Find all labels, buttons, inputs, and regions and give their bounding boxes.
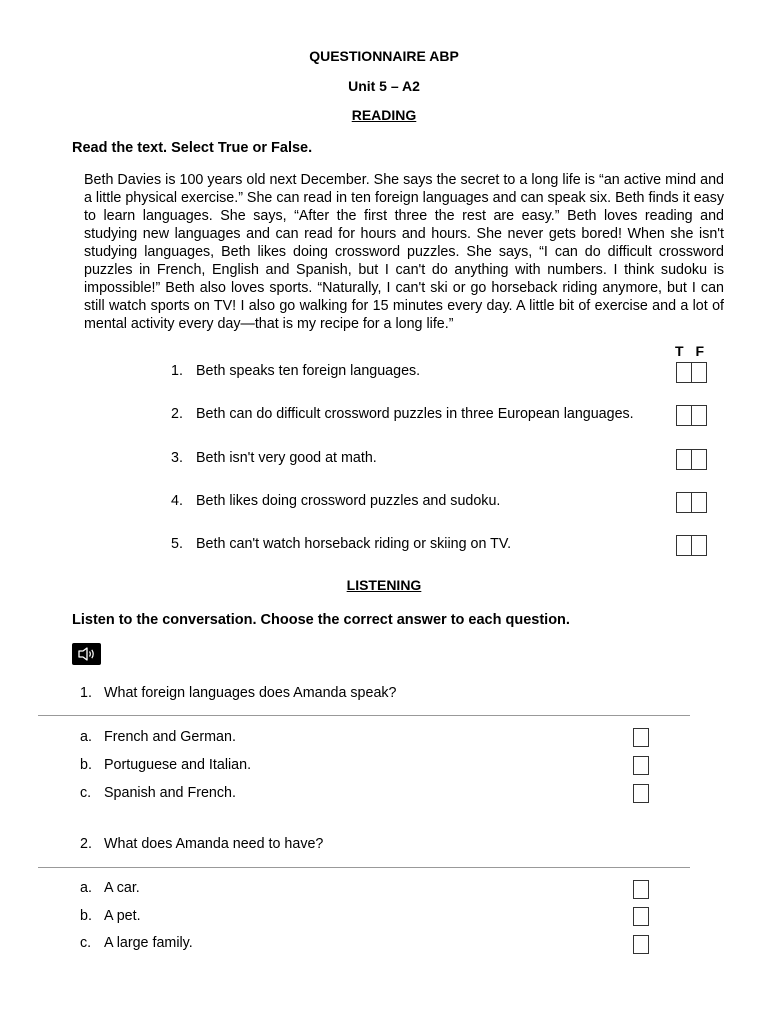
- answer-checkbox[interactable]: [633, 880, 649, 899]
- answer-checkbox[interactable]: [633, 756, 649, 775]
- question-number: 1.: [80, 685, 92, 701]
- true-checkbox[interactable]: [676, 535, 692, 556]
- listening-question: [80, 836, 323, 852]
- answer-option: [80, 935, 193, 951]
- option-letter: c.: [80, 935, 92, 951]
- speaker-icon: [77, 646, 97, 662]
- true-checkbox[interactable]: [676, 449, 692, 470]
- false-checkbox[interactable]: [691, 535, 707, 556]
- true-false-checkboxes: [676, 492, 708, 513]
- statement-text: Beth can do difficult crossword puzzles in three European languages.: [196, 406, 634, 422]
- option-text: French and German.: [104, 729, 236, 745]
- audio-play-button[interactable]: [72, 643, 101, 665]
- statement-item: [171, 493, 500, 509]
- option-text: Spanish and French.: [104, 785, 236, 801]
- true-checkbox[interactable]: [676, 405, 692, 426]
- document-title: QUESTIONNAIRE ABP: [309, 48, 459, 64]
- statement-item: [171, 536, 511, 552]
- question-text: What does Amanda need to have?: [104, 836, 324, 852]
- answer-option: [80, 729, 236, 745]
- false-checkbox[interactable]: [691, 492, 707, 513]
- answer-checkbox[interactable]: [633, 728, 649, 747]
- reading-instruction: Read the text. Select True or False.: [72, 140, 313, 156]
- listening-question: [80, 685, 397, 701]
- divider: [38, 715, 690, 716]
- option-text: Portuguese and Italian.: [104, 757, 252, 773]
- statement-number: 4.: [171, 493, 183, 509]
- reading-passage: Beth Davies is 100 years old next December. She says the secret to a long life is “an active mind and a little physical exercise.” She can read in ten foreign languages and can speak six. Beth finds it easy to learn languages. She says, “After the first three the rest are easy.” Beth loves reading and studying new languages and can read for hours and hours. She never gets bored! When she isn't studying languages, Beth likes doing crossword puzzles. She says, “I can do difficult crossword puzzles in French, English and Spanish, but I can't do anything with numbers. I think sudoku is impossible!” Beth also loves sports. “Naturally, I can't ski or go horseback riding anymore, but I can still watch sports on TV! I also go walking for 15 minutes every day. A little bit of exercise and a lot of mental activity every day—that is my recipe for a long life.”: [84, 172, 724, 332]
- false-checkbox[interactable]: [691, 362, 707, 383]
- answer-checkbox[interactable]: [633, 784, 649, 803]
- answer-option: [80, 908, 141, 924]
- question-text: What foreign languages does Amanda speak?: [104, 685, 397, 701]
- true-false-checkboxes: [676, 362, 708, 383]
- listening-heading: LISTENING: [346, 577, 422, 593]
- option-letter: b.: [80, 757, 92, 773]
- answer-checkbox[interactable]: [633, 935, 649, 954]
- statement-number: 3.: [171, 450, 183, 466]
- option-letter: b.: [80, 908, 92, 924]
- statement-item: [171, 363, 420, 379]
- reading-heading: READING: [351, 107, 417, 123]
- statement-item: [171, 450, 377, 466]
- statement-text: Beth can't watch horseback riding or skiing on TV.: [196, 536, 512, 552]
- option-letter: a.: [80, 729, 92, 745]
- option-text: A pet.: [104, 908, 141, 924]
- question-number: 2.: [80, 836, 92, 852]
- statement-text: Beth likes doing crossword puzzles and sudoku.: [196, 493, 501, 509]
- statement-number: 1.: [171, 363, 183, 379]
- option-letter: a.: [80, 880, 92, 896]
- answer-option: [80, 880, 140, 896]
- answer-option: [80, 785, 236, 801]
- answer-checkbox[interactable]: [633, 907, 649, 926]
- true-false-checkboxes: [676, 535, 708, 556]
- statement-text: Beth speaks ten foreign languages.: [196, 363, 421, 379]
- true-checkbox[interactable]: [676, 362, 692, 383]
- true-false-checkboxes: [676, 449, 708, 470]
- false-checkbox[interactable]: [691, 449, 707, 470]
- statement-number: 2.: [171, 406, 183, 422]
- unit-label: Unit 5 – A2: [348, 78, 420, 94]
- statement-text: Beth isn't very good at math.: [196, 450, 377, 466]
- option-text: A large family.: [104, 935, 193, 951]
- true-false-checkboxes: [676, 405, 708, 426]
- answer-option: [80, 757, 251, 773]
- listening-instruction: Listen to the conversation. Choose the correct answer to each question.: [72, 612, 570, 628]
- option-text: A car.: [104, 880, 140, 896]
- true-false-header: T F: [675, 343, 708, 359]
- statement-number: 5.: [171, 536, 183, 552]
- false-checkbox[interactable]: [691, 405, 707, 426]
- option-letter: c.: [80, 785, 92, 801]
- statement-item: [171, 406, 634, 422]
- divider: [38, 867, 690, 868]
- true-checkbox[interactable]: [676, 492, 692, 513]
